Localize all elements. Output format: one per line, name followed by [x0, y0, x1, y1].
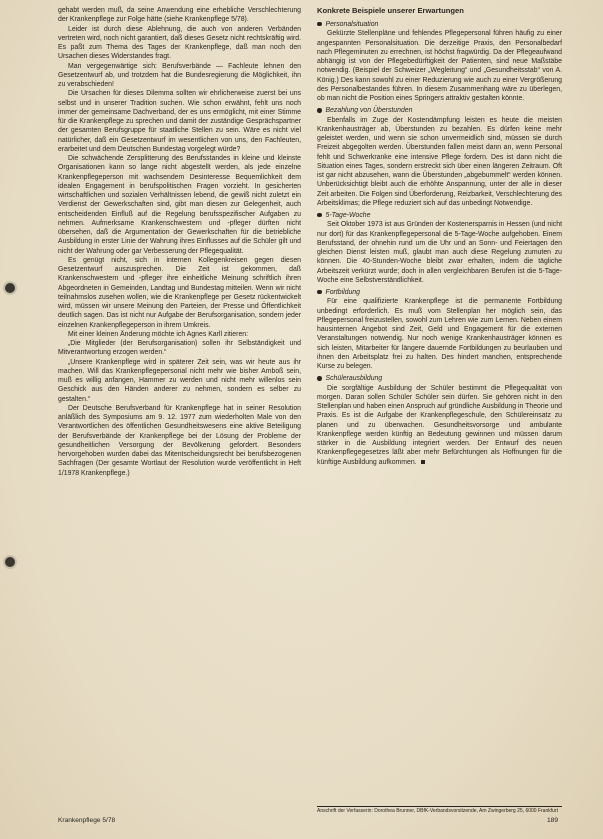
paragraph: Die schwächende Zersplitterung des Berufsstandes in kleine und kleinste Organisationen kann so lange nicht abgestellt werden, als jede einzelne Krankenpflegeperson mit wachsendem Desinteresse Bequemlichkeit dem idealen Engagement in berufspolitischen Fragen vorzieht. In gesicherten wirtschaftlichen und sozialen Verhältnissen lebend, die gewiß nicht zuletzt ein Verdienst der Gewerkschaften sind, gibt man diesen zur Gelegenheit, auch entscheidenden Einfluß auf die Regelung berufsspezifischer Aufgaben zu nehmen. Aufmerksame Krankenschwestern und -pfleger dürften nicht übersehen, daß die Argumentation der Gewerkschaften für die betriebliche Ausbildung in erster Linie der Wahrung ihres Einflusses auf die Schüler gilt und nicht der Wahrung oder gar Verbesserung der Pflegequalität.: [58, 155, 301, 255]
subsection-title: Schülerausbildung: [325, 375, 383, 383]
subsection-title: 5-Tage-Woche: [325, 212, 371, 219]
quote: „Die Mitglieder (der Berufsorganisation) sollen ihr Selbständigkeit und Mitverantwortung erzogen werden.“: [58, 340, 301, 357]
subsection-ueberstunden: [317, 106, 562, 208]
bullet-icon: [317, 108, 322, 113]
paragraph: Man vergegenwärtige sich: Berufsverbände — Fachleute lehnen den Gesetzentwurf ab, und trotzdem hat die Bundesregierung die Möglichkeit, ihn zu verabschieden!: [58, 62, 301, 88]
subsection-schuelerausbildung: [317, 374, 562, 467]
bullet-icon: [317, 290, 322, 295]
paragraph: Ebenfalls im Zuge der Kostendämpfung leisten es heute die meisten Krankenhausträger ab, Überstunden zu bezahlen. Es dürfen keine mehr geleistet werden, und wenn sie schon unvermeidlich sind, müssen sie durch Freizeit abgegolten werden. Überstunden fallen meist dann an, wenn Personal fehlt und Schwerkranke eine intensive Pflege fordern. Des ist dann nicht die Situation eines Tages, sondern erstreckt sich über einen längeren Zeitraum. Oft ist gar nicht abzusehen, wann die Überstunden „abgebummelt“ werden können. Unberücksichtigt bleibt auch die erhöhte Anspannung, unter der alle in dieser Zeit arbeiten. Die Folgen sind Überforderung, Reizbarkeit, Verschlechterung des Arbeitsklimas; die Pflege reduziert sich auf das unbedingt Notwendige.: [317, 116, 562, 207]
paragraph: Der Deutsche Berufsverband für Krankenpflege hat in seiner Resolution anläßlich des Symposiums am 9. 12. 1977 zum wiederholten Male von den Verantwortlichen des öffentlichen Gesundheitswesens eine aktive Beteiligung der Berufsverbände der Krankenpflege bei der Lösung der Probleme der gesundheitlichen Versorgung der Bevölkerung gefordert. Besonders hervorgehoben wurden dabei das Mitentscheidungsrecht bei berufsbezogenen Sachfragen (Der gesamte Wortlaut der Resolution wurde veröffentlicht in Heft 1/1978 Krankenpflege.): [58, 404, 301, 477]
quote: „Unsere Krankenpflege wird in späterer Zeit sein, was wir heute aus ihr machen. Will das Krankenpflegepersonal nicht mehr wie bisher Amboß sein, muß es willig anfangen, Hammer zu werden und nicht mehr willenlos sein Geschick aus den Händen anderer zu nehmen, sondern es selber zu gestalten.“: [58, 358, 301, 403]
footer-journal-issue: Krankenpflege 5/78: [58, 817, 116, 824]
left-column: [58, 6, 301, 478]
subsection-title: Fortbildung: [325, 289, 360, 296]
paragraph: Die sorgfältige Ausbildung der Schüler bestimmt die Pflegequalität von morgen. Daran sollen Schüler Schüler sein dürfen. Sie gehören nicht in den Stellenplan und haben einen Anspruch auf gründliche Ausbildung in Theorie und Praxis. Es ist die Aufgabe der Krankenpflegeschule, den Schülereinsatz zu planen und zu überwachen. Gesundheitsvorsorge und ambulante Krankenpflege werden künftig an Bedeutung gewinnen und müssen darum stärker in die Ausbildung integriert werden. Der Entwurf des neuen Krankenpflegegesetzes läßt aber mehr Befürchtungen als Hoffnungen für die künftige Ausbildung aufkommen.: [317, 384, 562, 466]
paragraph: Es genügt nicht, sich in internen Kollegenkreisen gegen diesen Gesetzentwurf auszusprechen. Die Zeit ist gekommen, daß Krankenschwestern und -pfleger ihre einheitliche Meinung schriftlich ihren Abgeordneten in Gemeinden, Landtag und Bundestag mitteilen. Wenn wir nicht teilnahmslos zusehen wollen, wie die Krankenpflege per Gesetz rückentwickelt wird, müssen wir unsere Meinung den Parteien, der Presse und Öffentlichkeit deutlich sagen. Das ist nicht nur Aufgabe der Berufsorganisation, sondern jeder einzelnen Krankenpflegeperson in ihrem Umkreis.: [58, 256, 301, 329]
right-column: [317, 6, 562, 467]
author-address: Anschrift der Verfasserin: Dorothea Brunner, DBfK-Verbandsvorsitzende, Am Zwingerberg 25, 6000 Frankfurt: [317, 806, 562, 814]
subsection-fortbildung: [317, 288, 562, 371]
subsection-personalsituation: [317, 20, 562, 103]
paragraph: Mit einer kleinen Änderung möchte ich Agnes Karll zitieren:: [68, 330, 249, 338]
section-heading: Konkrete Beispiele unserer Erwartungen: [317, 6, 464, 15]
binder-hole: [5, 557, 15, 567]
paragraph: Leider ist durch diese Ablehnung, die auch von anderen Verbänden vertreten wird, noch nicht garantiert, daß dieses Gesetz nicht rechtskräftig wird. Es paßt zum Thema des Tages der Krankenpflege, daß man noch den Ursachen dieses Widerstandes fragt.: [58, 25, 301, 61]
subsection-title: Personalsituation: [325, 21, 379, 28]
bullet-icon: [317, 22, 322, 27]
paragraph: Seit Oktober 1973 ist aus Gründen der Kostenersparnis in Hessen (und nicht nur dort) für das Krankenpflegepersonal die 5-Tage-Woche aufgehoben. Einem Berufsstand, der ohnehin rund um die Uhr und an Sonn- und Feiertagen den gleichen Dienst leisten muß, glaubt man auch diese Regelung zumuten zu können. Die 40-Stunden-Woche bleibt zwar erhalten, indem die tägliche Arbeitszeit verkürzt wurde; doch in allen vergleichbaren Berufen ist die 5-Tage-Woche eine Selbstverständlichkeit.: [317, 221, 562, 284]
paragraph: Gekürzte Stellenpläne und fehlendes Pflegepersonal führen häufig zu einer angespannten Personalsituation. Die derzeitige Praxis, den Personalbedarf nach Pflegeminuten zu errechnen, ist höchst fragwürdig. Da der Pflegeaufwand abhängig ist von der Pflegebedürftigkeit der Patienten, sind neue Maßstäbe notwendig. (Beispiel der Schweizer „Wegleitung“ und „Gesundheitsstab“ von A. König.) Des kann sowohl zu einer Reduzierung wie auch zu einer Vergrößerung des Personalbestandes führen. In diesem Zusammenhang wäre zu überlegen, ob man nicht die Position eines Springers attraktiv gestalten könnte.: [317, 30, 562, 102]
end-mark-icon: [421, 460, 425, 464]
paragraph: Für eine qualifizierte Krankenpflege ist die permanente Fortbildung unbedingt erforderlich. Es muß vom Stellenplan her möglich sein, das Pflegepersonal freizustellen, sowohl zum Lehren wie zum Lernen. Neben einem hausinternen Angebot sind Zeit, Geld und Engagement für die externen Veranstaltungen notwendig. Nur noch wenige Krankenhausträger können es sich leisten, Mitarbeiter für längere dauernde Fortbildungen zu beurlauben und ihnen den Arbeitsplatz frei zu halten. Des hindert manchen, entsprechende Kurse zu belegen.: [317, 298, 562, 370]
subsection-5-tage-woche: [317, 211, 562, 285]
paragraph: gehabt werden muß, da seine Anwendung eine erhebliche Verschlechterung der Krankenpflege zur Folge hätte (siehe Krankenpflege 5/78).: [58, 7, 301, 24]
bullet-icon: [317, 213, 322, 218]
page-number: 189: [547, 817, 559, 824]
bullet-icon: [317, 376, 322, 381]
paragraph: Die Ursachen für dieses Dilemma sollten wir ehrlicherweise zuerst bei uns selbst und in unserer Tradition suchen. Wie schon erwähnt, fehlt uns noch immer der gemeinsame Dachverband, der es uns ermöglicht, mit einer Stimme für die Krankenpflege zu sprechen und damit der zuständige Gesprächspartner der gesamten Berufsgruppe für staatliche Stellen zu sein. Wäre es nicht viel natürlicher, daß ein Gesetzentwurf im wesentlichen von uns, den Fachleuten, erarbeitet und dem Deutschen Bundestag vorgelegt würde?: [58, 90, 301, 153]
binder-hole: [5, 283, 15, 293]
subsection-title: Bezahlung von Überstunden: [325, 107, 413, 115]
